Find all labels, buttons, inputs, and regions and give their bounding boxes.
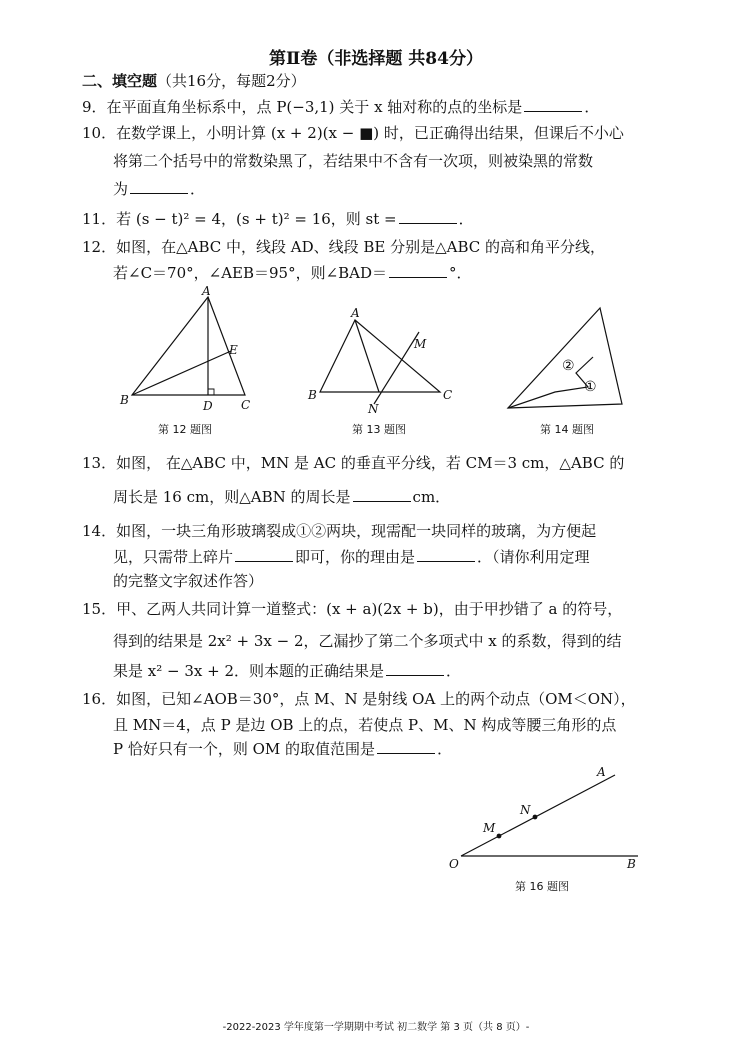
question-14-line1: 14．如图，一块三角形玻璃裂成①②两块，现需配一块同样的玻璃，为方便起 [82,522,597,540]
label-m: M [414,337,427,351]
piece-1-label: ① [584,379,597,395]
answer-blank-14a[interactable] [235,547,293,562]
caption-16: 第 16 题图 [515,880,569,893]
label-n: N [520,803,531,817]
question-12-line1: 12．如图，在△ABC 中，线段 AD、线段 BE 分别是△ABC 的高和角平分线， [82,238,606,256]
piece-2-label: ② [562,358,575,374]
question-10-line1: 10．在数学课上，小明计算 (x + 2)(x − ■) 时，已正确得出结果，但课后不小心 [82,124,624,142]
question-16-line3 [113,738,452,760]
answer-blank-11[interactable] [399,209,457,224]
crack-line [508,357,593,408]
figure-12 [110,285,270,415]
question-13-line2 [113,486,450,508]
question-13-line2-text: 周长是 16 cm，则△ABN 的周长是 [113,488,351,506]
question-12-line2 [113,262,472,284]
label-a: A [351,306,360,320]
triangle-abc [320,320,440,392]
question-15-line1: 15．甲、乙两人共同计算一道整式：(x + a)(2x + b)，由于甲抄错了 a 的符号， [82,600,623,618]
label-b: B [627,857,636,871]
section-name: 二、填空题 [82,72,158,90]
question-10-line3 [113,178,205,200]
question-13-end: cm． [412,488,451,506]
ray-oa [461,775,615,856]
question-16-line2: 且 MN＝4，点 P 是边 OB 上的点，若使点 P、M、N 构成等腰三角形的点 [113,716,617,734]
section-note: （共16分，每题2分） [157,72,306,90]
question-15-line2: 得到的结果是 2x² + 3x − 2，乙漏抄了第二个多项式中 x 的系数，得到的结 [113,632,622,650]
section-heading [82,70,306,91]
point-n [533,815,538,820]
page-footer: -2022-2023 学年度第一学期期中考试 初二数学 第 3 页（共 8 页）- [222,1022,530,1033]
question-10-end: ． [190,180,206,198]
figure-13 [300,302,465,417]
question-15-end: ． [446,662,462,680]
label-e: E [229,343,238,357]
question-9-end: ． [584,98,600,116]
label-c: C [443,388,453,402]
caption-12: 第 12 题图 [158,423,212,436]
figure-16 [445,760,650,875]
question-10-line3-text: 为 [113,180,129,198]
answer-blank-9[interactable] [524,97,582,112]
question-11-end: ． [458,210,474,228]
question-9 [82,96,599,118]
question-15-line3-text: 果是 x² − 3x + 2．则本题的正确结果是 [113,662,384,680]
question-14-line2 [113,546,590,568]
question-9-text: 9．在平面直角坐标系中，点 P(−3,1) 关于 x 轴对称的点的坐标是 [82,98,523,116]
question-13-line1: 13．如图， 在△ABC 中，MN 是 AC 的垂直平分线，若 CM＝3 cm，△ABC 的 [82,454,625,472]
answer-blank-13[interactable] [353,487,411,502]
figure-14 [500,300,640,415]
label-d: D [203,399,213,413]
answer-blank-12[interactable] [389,263,447,278]
label-c: C [241,398,251,412]
question-15-line3 [113,660,461,682]
question-14-line2c: ．（请你利用定理 [477,548,590,566]
question-16-line3-text: P 恰好只有一个，则 OM 的取值范围是 [113,740,376,758]
label-n: N [368,402,379,416]
answer-blank-10[interactable] [130,179,188,194]
question-11-text: 11．若 (s − t)² = 4，(s + t)² = 16，则 st = [82,210,397,228]
question-10-line2: 将第二个括号中的常数染黑了，若结果中不含有一次项，则被染黑的常数 [113,152,594,170]
question-16-end: ． [437,740,453,758]
question-14-line2a: 见，只需带上碎片 [113,548,234,566]
label-o: O [449,857,459,871]
label-a: A [597,765,606,779]
right-angle-mark [208,389,214,395]
question-14-line2b: 即可，你的理由是 [295,548,416,566]
question-12-end: °． [449,264,472,282]
question-14-line3: 的完整文字叙述作答） [113,572,264,590]
caption-13: 第 13 题图 [352,423,406,436]
bisector-be [132,351,231,395]
caption-14: 第 14 题图 [540,423,594,436]
answer-blank-16[interactable] [377,739,435,754]
label-b: B [120,393,129,407]
label-m: M [483,821,496,835]
label-b: B [308,388,317,402]
page-title: 第Ⅱ卷（非选择题 共84分） [269,49,483,69]
point-m [497,834,502,839]
answer-blank-14b[interactable] [417,547,475,562]
question-11 [82,208,474,230]
question-16-line1: 16．如图，已知∠AOB＝30°，点 M、N 是射线 OA 上的两个动点（OM＜ON）， [82,690,636,708]
answer-blank-15[interactable] [386,661,444,676]
question-12-line2-text: 若∠C＝70°，∠AEB＝95°，则∠BAD＝ [113,264,388,282]
label-a: A [202,285,211,298]
